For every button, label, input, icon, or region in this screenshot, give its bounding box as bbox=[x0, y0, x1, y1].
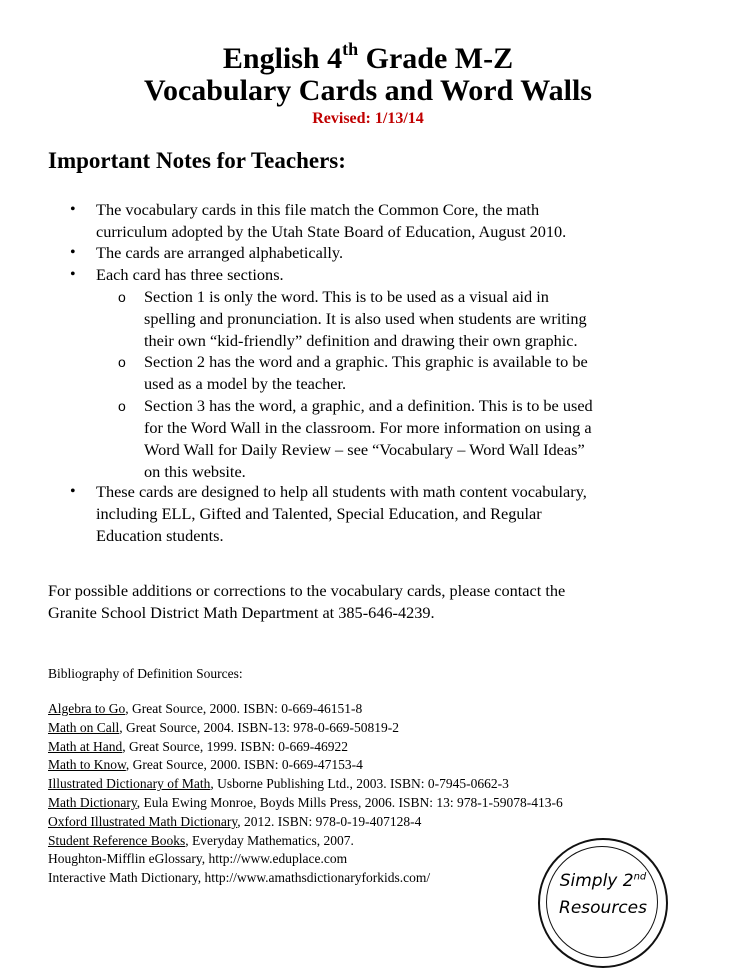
logo-text-line2: Resources bbox=[559, 898, 647, 918]
bullet-line: These cards are designed to help all students with math content vocabulary, bbox=[96, 482, 587, 501]
source-title: Student Reference Books bbox=[48, 832, 186, 848]
sub-line: used as a model by the teacher. bbox=[144, 374, 347, 393]
sub-bullet-icon: o bbox=[118, 354, 126, 370]
source-title: Math at Hand bbox=[48, 738, 123, 754]
bullet-line: Education students. bbox=[96, 526, 224, 545]
bullet-line: Each card has three sections. bbox=[96, 265, 284, 284]
source-details: , Great Source, 1999. ISBN: 0-669-46922 bbox=[122, 738, 348, 754]
bibliography-entry bbox=[48, 832, 563, 851]
source-details: , 2012. ISBN: 978-0-19-407128-4 bbox=[237, 813, 422, 829]
sub-line: their own “kid-friendly” definition and drawing their own graphic. bbox=[144, 331, 578, 350]
contact-line: For possible additions or corrections to the vocabulary cards, please contact the bbox=[48, 581, 566, 600]
sub-line: for the Word Wall in the classroom. For more information on using a bbox=[144, 418, 592, 437]
source-details: , Everyday Mathematics, 2007. bbox=[185, 832, 354, 848]
contact-paragraph bbox=[48, 580, 565, 624]
sub-line: Word Wall for Daily Review – see “Vocabulary – Word Wall Ideas” bbox=[144, 440, 585, 459]
source-details: , Great Source, 2000. ISBN: 0-669-47153-4 bbox=[125, 757, 363, 773]
source-title: Oxford Illustrated Math Dictionary bbox=[48, 813, 238, 829]
sub-line: on this website. bbox=[144, 462, 246, 481]
document-title-line2: Vocabulary Cards and Word Walls bbox=[144, 74, 592, 107]
bibliography-entry bbox=[48, 775, 563, 794]
sub-line: spelling and pronunciation. It is also used when students are writing bbox=[144, 309, 587, 328]
notes-heading: Important Notes for Teachers: bbox=[48, 148, 346, 173]
sub-item-section-2 bbox=[118, 351, 684, 395]
title-grade-range: Grade M-Z bbox=[358, 42, 514, 75]
bullet-icon: • bbox=[70, 483, 76, 500]
sub-item-section-3 bbox=[118, 395, 684, 483]
revised-date: Revised: 1/13/14 bbox=[312, 110, 424, 127]
sub-line: Section 3 has the word, a graphic, and a definition. This is to be used bbox=[144, 396, 593, 415]
bullet-icon: • bbox=[70, 244, 76, 261]
logo-brand-text: Simply 2 bbox=[559, 871, 634, 891]
source-title: Algebra to Go bbox=[48, 701, 126, 716]
source-details: , Great Source, 2004. ISBN-13: 978-0-669-50819-2 bbox=[119, 719, 399, 735]
bibliography-heading: Bibliography of Definition Sources: bbox=[48, 666, 243, 681]
source-details: , Usborne Publishing Ltd., 2003. ISBN: 0-7945-0662-3 bbox=[210, 776, 509, 792]
source-title: Illustrated Dictionary of Math bbox=[48, 776, 211, 792]
bullet-icon: • bbox=[70, 266, 76, 283]
simply-2nd-resources-logo bbox=[538, 838, 668, 968]
title-grade-text: English 4 bbox=[222, 42, 343, 75]
sub-bullet-icon: o bbox=[118, 289, 126, 305]
source-details: Interactive Math Dictionary, http://www.amathsdictionaryforkids.com/ bbox=[48, 870, 431, 886]
bibliography-entry bbox=[48, 738, 563, 757]
bullet-item-three-sections bbox=[70, 264, 696, 286]
bibliography-list bbox=[48, 700, 563, 888]
bullet-item-alphabetical bbox=[70, 242, 696, 264]
bullet-line: curriculum adopted by the Utah State Board of Education, August 2010. bbox=[96, 222, 567, 241]
source-details: , Eula Ewing Monroe, Boyds Mills Press, 2006. ISBN: 13: 978-1-59078-413-6 bbox=[136, 794, 563, 810]
sub-bullet-icon: o bbox=[118, 398, 126, 414]
sub-line: Section 1 is only the word. This is to be used as a visual aid in bbox=[144, 287, 549, 306]
bibliography-entry bbox=[48, 700, 563, 719]
bullet-item-file-match bbox=[70, 199, 696, 243]
source-title: Math on Call bbox=[48, 719, 120, 735]
title-superscript: th bbox=[342, 39, 359, 59]
sub-line: Section 2 has the word and a graphic. This graphic is available to be bbox=[144, 352, 588, 371]
bibliography-entry bbox=[48, 756, 563, 775]
bibliography-entry bbox=[48, 850, 563, 869]
bibliography-entry bbox=[48, 813, 563, 832]
source-details: Houghton-Mifflin eGlossary, http://www.eduplace.com bbox=[48, 851, 348, 867]
document-title-line1 bbox=[0, 34, 736, 76]
bibliography-entry bbox=[48, 719, 563, 738]
bullet-line: The vocabulary cards in this file match the Common Core, the math bbox=[96, 200, 540, 219]
logo-superscript: nd bbox=[633, 871, 647, 883]
logo-text-line1 bbox=[540, 871, 666, 891]
bullet-line: including ELL, Gifted and Talented, Special Education, and Regular bbox=[96, 504, 542, 523]
bibliography-entry bbox=[48, 869, 563, 888]
bullet-line: The cards are arranged alphabetically. bbox=[96, 243, 344, 262]
sub-item-section-1 bbox=[118, 286, 684, 352]
source-title: Math to Know bbox=[48, 757, 126, 773]
bibliography-entry bbox=[48, 794, 563, 813]
bullet-item-all-students bbox=[70, 481, 696, 547]
source-title: Math Dictionary bbox=[48, 794, 137, 810]
contact-line: Granite School District Math Department at 385-646-4239. bbox=[48, 603, 435, 622]
bullet-icon: • bbox=[70, 201, 76, 218]
source-details: , Great Source, 2000. ISBN: 0-669-46151-8 bbox=[125, 701, 363, 716]
